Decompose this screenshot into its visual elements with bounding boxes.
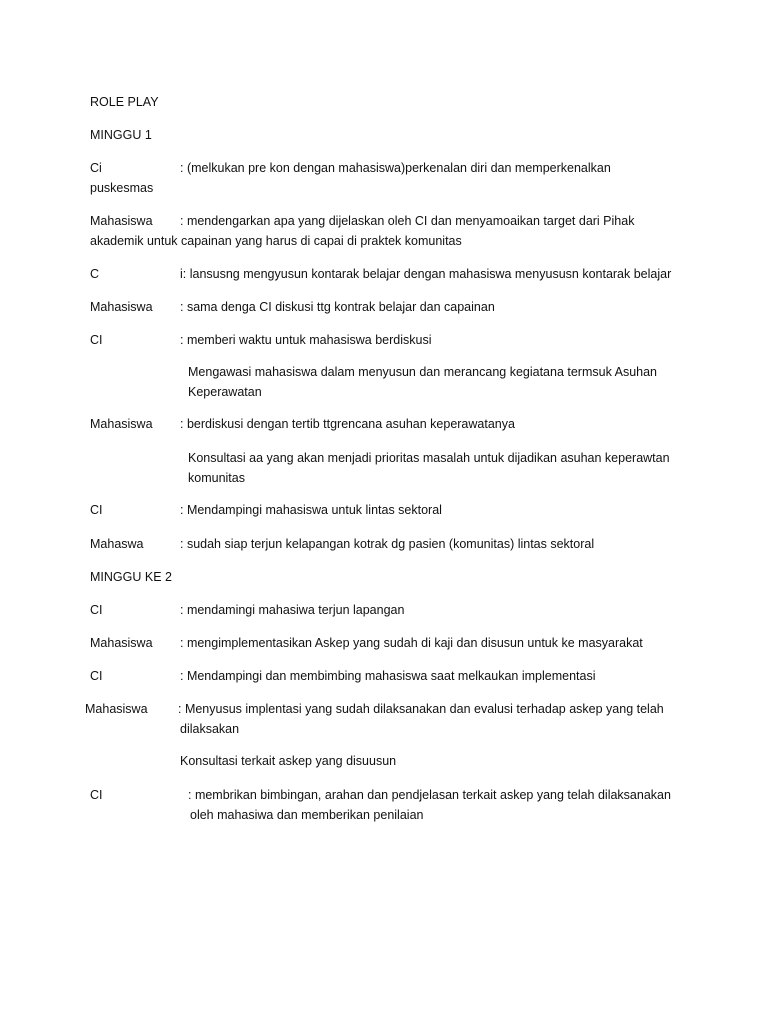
dialogue-text: : memberi waktu untuk mahasiswa berdiskusi xyxy=(180,333,432,347)
speaker-label: Mahasiswa xyxy=(90,300,153,314)
dialogue-text: : mendengarkan apa yang dijelaskan oleh CI dan menyamoaikan target dari Pihak xyxy=(180,214,635,228)
dialogue-text-continued: oleh mahasiwa dan memberikan penilaian xyxy=(190,808,424,822)
dialogue-text: : berdiskusi dengan tertib ttgrencana asuhan keperawatanya xyxy=(180,417,515,431)
week1-heading: MINGGU 1 xyxy=(90,128,152,142)
week2-heading: MINGGU KE 2 xyxy=(90,570,172,584)
speaker-label: Mahasiswa xyxy=(90,417,153,431)
dialogue-text: : mendamingi mahasiwa terjun lapangan xyxy=(180,603,405,617)
dialogue-text: : Mendampingi dan membimbing mahasiswa saat melkaukan implementasi xyxy=(180,669,596,683)
speaker-label: CI xyxy=(90,333,103,347)
note-text: Konsultasi terkait askep yang disuusun xyxy=(180,754,397,768)
dialogue-text-continued: puskesmas xyxy=(90,181,154,195)
dialogue-text: : sama denga CI diskusi ttg kontrak belajar dan capainan xyxy=(180,300,495,314)
speaker-label: CI xyxy=(90,603,103,617)
dialogue-text: : Mendampingi mahasiswa untuk lintas sektoral xyxy=(180,503,442,517)
speaker-label: Mahasiswa xyxy=(85,702,148,716)
dialogue-text-continued: akademik untuk capainan yang harus di capai di praktek komunitas xyxy=(90,234,462,248)
note-text-continued: Keperawatan xyxy=(188,385,262,399)
speaker-label: Mahaswa xyxy=(90,537,144,551)
speaker-label: Mahasiswa xyxy=(90,636,153,650)
dialogue-text: : Menyusus implentasi yang sudah dilaksanakan dan evalusi terhadap askep yang telah xyxy=(178,702,664,716)
document-title: ROLE PLAY xyxy=(90,95,159,109)
speaker-label: Mahasiswa xyxy=(90,214,153,228)
speaker-label: CI xyxy=(90,503,103,517)
dialogue-text-continued: dilaksakan xyxy=(180,722,240,736)
dialogue-text: : (melkukan pre kon dengan mahasiswa)perkenalan diri dan memperkenalkan xyxy=(180,161,611,175)
note-text: Mengawasi mahasiswa dalam menyusun dan merancang kegiatana termsuk Asuhan xyxy=(188,365,658,379)
note-text-continued: komunitas xyxy=(188,471,245,485)
dialogue-text: : mengimplementasikan Askep yang sudah di kaji dan disusun untuk ke masyarakat xyxy=(180,636,643,650)
dialogue-text: : sudah siap terjun kelapangan kotrak dg pasien (komunitas) lintas sektoral xyxy=(180,537,595,551)
note-text: Konsultasi aa yang akan menjadi prioritas masalah untuk dijadikan asuhan keperawtan xyxy=(188,451,670,465)
speaker-label: Ci xyxy=(90,161,102,175)
speaker-label: CI xyxy=(90,669,103,683)
dialogue-text: i: lansusng mengyusun kontarak belajar dengan mahasiswa menyususn kontarak belajar xyxy=(180,267,672,281)
speaker-label: C xyxy=(90,267,100,281)
dialogue-text: : membrikan bimbingan, arahan dan pendjelasan terkait askep yang telah dilaksanakan xyxy=(188,788,671,802)
speaker-label: CI xyxy=(90,788,103,802)
